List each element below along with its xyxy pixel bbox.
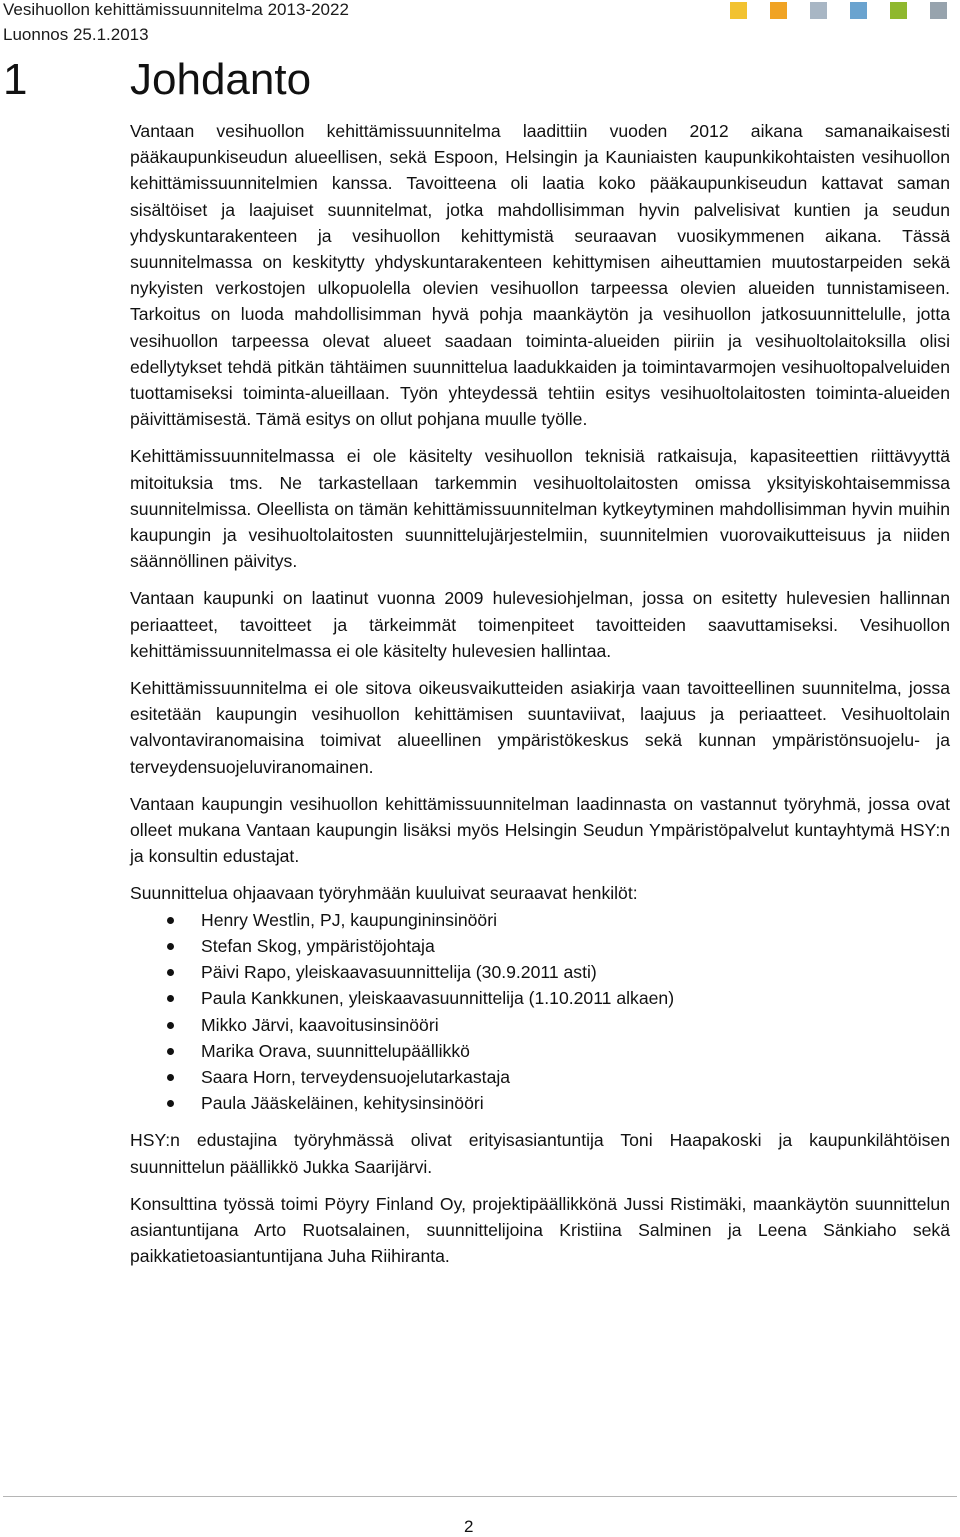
list-item: Marika Orava, suunnittelupäällikkö	[130, 1038, 950, 1064]
members-intro: Suunnittelua ohjaavaan työryhmään kuuluivat seuraavat henkilöt:	[130, 883, 638, 904]
document-title: Vesihuollon kehittämissuunnitelma 2013-2022	[3, 0, 349, 19]
brand-square-3	[810, 2, 827, 19]
brand-square-1	[730, 2, 747, 19]
chapter-number: 1	[3, 55, 28, 104]
paragraph-consultant: Konsulttina työssä toimi Pöyry Finland Oy, projektipäällikkönä Jussi Ristimäki, maankäytön suunnittelun asiantuntijana Arto Ruotsalainen, suunnittelijoina Kristiina Salminen ja Leena Sänkiaho sekä paikkatietoasiantuntijana Juha Riihiranta.	[130, 1193, 950, 1267]
brand-square-5	[890, 2, 907, 19]
list-item: Päivi Rapo, yleiskaavasuunnittelija (30.9.2011 asti)	[130, 959, 950, 985]
members-list	[130, 907, 950, 1117]
paragraph-hsy-representatives: HSY:n edustajina työryhmässä olivat erityisasiantuntija Toni Haapakoski ja kaupunkilähtöisen suunnittelun päällikkö Jukka Saarijärvi.	[130, 1130, 950, 1177]
brand-square-2	[770, 2, 787, 19]
paragraph-intro: Vantaan vesihuollon kehittämissuunnitelma laadittiin vuoden 2012 aikana samanaikaisesti pääkaupunkiseudun alueellisen, sekä Espoon, Helsingin ja Kauniaisten kaupunkikohtaisten vesihuollon kehittämissuunnitelmien kanssa. Tavoitteena oli laatia koko pääkaupunkiseudun kattavat saman sisältöiset ja laajuiset suunnitelmat, jotka mahdollisimman hyvin palvelisivat kuntien ja seudun yhdyskuntarakenteen ja vesihuollon kehittymistä seuraavan vuosikymmenen aikana. Tässä suunnitelmassa on keskitytty yhdyskuntarakenteen kehittymisen aiheuttamien muutostarpeiden sekä nykyisten verkostojen ulkopuolella olevien vesihuollon tarpeessa olevien alueiden tunnistamiseen. Tarkoitus on luoda mahdollisimman hyvä pohja maankäytön ja vesihuollon jatkosuunnittelulle, jotta vesihuollon tarpeessa olevat alueet saadaan toiminta-alueiden piiriin ja vesihuoltolaitoksilla olisi edellytykset tehdä pitkän tähtäimen suunnittelua laadukkaiden ja toimintavarmojen vesihuoltopalveluiden tuottamiseksi toiminta-alueillaan. Työn yhteydessä tehtiin esitys vesihuoltolaitosten toiminta-alueiden päivittämisestä. Tämä esitys on ollut pohjana muulle työlle.	[130, 121, 950, 430]
body-text	[130, 118, 950, 1280]
document-revision: Luonnos 25.1.2013	[3, 25, 149, 44]
list-item: Paula Kankkunen, yleiskaavasuunnittelija (1.10.2011 alkaen)	[130, 985, 950, 1011]
paragraph-stormwater: Vantaan kaupunki on laatinut vuonna 2009 hulevesiohjelman, jossa on esitetty hulevesien hallinnan periaatteet, tavoitteet ja tärkeimmät toimenpiteet tavoitteiden saavuttamiseksi. Vesihuollon kehittämissuunnitelmassa ei ole käsitelty hulevesien hallintaa.	[130, 588, 950, 661]
paragraph-legal-status: Kehittämissuunnitelma ei ole sitova oikeusvaikutteiden asiakirja vaan tavoitteellinen suunnitelma, jossa esitetään kaupungin vesihuollon kehittämisen suuntaviivat, laajuus ja periaatteet. Vesihuoltolain valvontaviranomaisina toimivat alueellinen ympäristökeskus sekä kunnan ympäristönsuojelu- ja terveydensuojeluviranomainen.	[130, 678, 950, 777]
brand-square-6	[930, 2, 947, 19]
chapter-title: Johdanto	[130, 55, 312, 104]
list-item: Stefan Skog, ympäristöjohtaja	[130, 933, 950, 959]
list-item: Saara Horn, terveydensuojelutarkastaja	[130, 1064, 950, 1090]
footer-divider	[3, 1496, 957, 1497]
page-number: 2	[464, 1517, 474, 1536]
brand-square-4	[850, 2, 867, 19]
paragraph-scope: Kehittämissuunnitelmassa ei ole käsitelty vesihuollon teknisiä ratkaisuja, kapasiteettien riittävyyttä mitoituksia tms. Ne tarkastellaan tarkemmin vesihuoltolaitosten omissa yksityiskohtaisemmissa suunnitelmissa. Oleellista on tämän kehittämissuunnitelman kytkeytyminen mahdollisimman hyvin muihin kaupungin ja vesihuoltolaitosten suunnittelujärjestelmiin, suunnitelmien vuorovaikutteisuus ja niiden säännöllinen päivitys.	[130, 446, 950, 572]
list-item: Henry Westlin, PJ, kaupungininsinööri	[130, 907, 950, 933]
paragraph-working-group: Vantaan kaupungin vesihuollon kehittämissuunnitelman laadinnasta on vastannut työryhmä, jossa ovat olleet mukana Vantaan kaupungin lisäksi myös Helsingin Seudun Ympäristöpalvelut kuntayhtymä HSY:n ja konsultin edustajat.	[130, 793, 950, 867]
list-item: Paula Jääskeläinen, kehitysinsinööri	[130, 1090, 950, 1116]
list-item: Mikko Järvi, kaavoitusinsinööri	[130, 1012, 950, 1038]
